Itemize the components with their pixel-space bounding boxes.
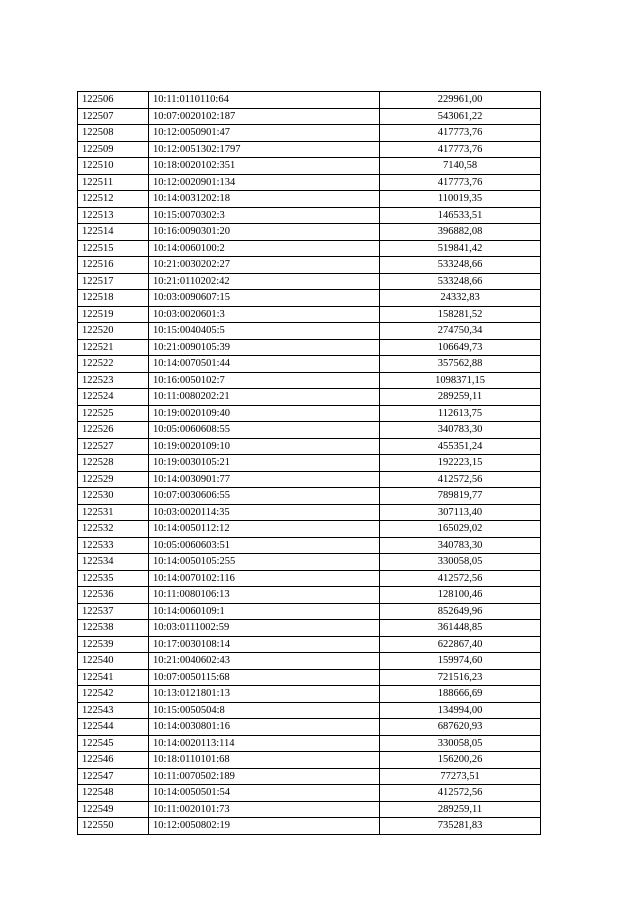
- row-id-cell: 122547: [78, 768, 149, 785]
- cadastral-value-cell: 128100,46: [380, 587, 541, 604]
- cadastral-value-cell: 158281,52: [380, 306, 541, 323]
- cadastral-number-cell: 10:14:0060100:2: [149, 240, 380, 257]
- cadastral-value-cell: 519841,42: [380, 240, 541, 257]
- table-row: [78, 488, 541, 505]
- cadastral-value-cell: 134994,00: [380, 702, 541, 719]
- cadastral-value-cell: 543061,22: [380, 108, 541, 125]
- cadastral-value-cell: 24332,83: [380, 290, 541, 307]
- cadastral-number-cell: 10:11:0070502:189: [149, 768, 380, 785]
- table-row: [78, 405, 541, 422]
- row-id-cell: 122510: [78, 158, 149, 175]
- table-row: [78, 719, 541, 736]
- table-row: [78, 636, 541, 653]
- table-row: [78, 438, 541, 455]
- cadastral-value-cell: 330058,05: [380, 554, 541, 571]
- cadastral-value-cell: 340783,30: [380, 422, 541, 439]
- row-id-cell: 122517: [78, 273, 149, 290]
- cadastral-value-cell: 357562,88: [380, 356, 541, 373]
- table-row: [78, 108, 541, 125]
- cadastral-value-cell: 156200,26: [380, 752, 541, 769]
- cadastral-number-cell: 10:12:0050901:47: [149, 125, 380, 142]
- cadastral-value-cell: 7140,58: [380, 158, 541, 175]
- row-id-cell: 122514: [78, 224, 149, 241]
- cadastral-number-cell: 10:14:0020113:114: [149, 735, 380, 752]
- row-id-cell: 122527: [78, 438, 149, 455]
- cadastral-number-cell: 10:15:0070302:3: [149, 207, 380, 224]
- cadastral-value-cell: 110019,35: [380, 191, 541, 208]
- cadastral-number-cell: 10:15:0040405:5: [149, 323, 380, 340]
- cadastral-number-cell: 10:14:0030801:16: [149, 719, 380, 736]
- row-id-cell: 122522: [78, 356, 149, 373]
- row-id-cell: 122530: [78, 488, 149, 505]
- cadastral-number-cell: 10:11:0020101:73: [149, 801, 380, 818]
- row-id-cell: 122507: [78, 108, 149, 125]
- cadastral-number-cell: 10:16:0090301:20: [149, 224, 380, 241]
- cadastral-number-cell: 10:11:0080106:13: [149, 587, 380, 604]
- cadastral-number-cell: 10:12:0051302:1797: [149, 141, 380, 158]
- table-row: [78, 290, 541, 307]
- table-row: [78, 323, 541, 340]
- cadastral-number-cell: 10:14:0030901:77: [149, 471, 380, 488]
- cadastral-number-cell: 10:03:0020114:35: [149, 504, 380, 521]
- row-id-cell: 122534: [78, 554, 149, 571]
- cadastral-value-cell: 159974,60: [380, 653, 541, 670]
- row-id-cell: 122537: [78, 603, 149, 620]
- row-id-cell: 122548: [78, 785, 149, 802]
- cadastral-number-cell: 10:14:0031202:18: [149, 191, 380, 208]
- table-row: [78, 207, 541, 224]
- cadastral-number-cell: 10:19:0020109:40: [149, 405, 380, 422]
- cadastral-value-cell: 330058,05: [380, 735, 541, 752]
- table-row: [78, 537, 541, 554]
- cadastral-value-cell: 289259,11: [380, 389, 541, 406]
- cadastral-value-cell: 417773,76: [380, 125, 541, 142]
- table-row: [78, 339, 541, 356]
- cadastral-number-cell: 10:13:0121801:13: [149, 686, 380, 703]
- cadastral-value-cell: 455351,24: [380, 438, 541, 455]
- cadastral-number-cell: 10:17:0030108:14: [149, 636, 380, 653]
- row-id-cell: 122539: [78, 636, 149, 653]
- row-id-cell: 122544: [78, 719, 149, 736]
- row-id-cell: 122524: [78, 389, 149, 406]
- table-row: [78, 504, 541, 521]
- table-body: [78, 92, 541, 835]
- row-id-cell: 122509: [78, 141, 149, 158]
- cadastral-number-cell: 10:14:0070501:44: [149, 356, 380, 373]
- cadastral-number-cell: 10:03:0090607:15: [149, 290, 380, 307]
- cadastral-number-cell: 10:03:0111002:59: [149, 620, 380, 637]
- table-row: [78, 174, 541, 191]
- cadastral-number-cell: 10:12:0020901:134: [149, 174, 380, 191]
- cadastral-number-cell: 10:21:0110202:42: [149, 273, 380, 290]
- cadastral-number-cell: 10:12:0050802:19: [149, 818, 380, 835]
- row-id-cell: 122521: [78, 339, 149, 356]
- cadastral-value-cell: 192223,15: [380, 455, 541, 472]
- row-id-cell: 122549: [78, 801, 149, 818]
- cadastral-number-cell: 10:03:0020601:3: [149, 306, 380, 323]
- table-row: [78, 306, 541, 323]
- row-id-cell: 122515: [78, 240, 149, 257]
- row-id-cell: 122528: [78, 455, 149, 472]
- cadastral-value-cell: 412572,56: [380, 570, 541, 587]
- table-row: [78, 356, 541, 373]
- cadastral-value-cell: 340783,30: [380, 537, 541, 554]
- table-row: [78, 686, 541, 703]
- cadastral-value-cell: 533248,66: [380, 273, 541, 290]
- cadastral-number-cell: 10:14:0050105:255: [149, 554, 380, 571]
- cadastral-number-cell: 10:18:0110101:68: [149, 752, 380, 769]
- table-row: [78, 191, 541, 208]
- table-row: [78, 92, 541, 109]
- table-row: [78, 240, 541, 257]
- row-id-cell: 122516: [78, 257, 149, 274]
- row-id-cell: 122526: [78, 422, 149, 439]
- table-row: [78, 224, 541, 241]
- row-id-cell: 122538: [78, 620, 149, 637]
- table-row: [78, 653, 541, 670]
- cadastral-value-cell: 622867,40: [380, 636, 541, 653]
- cadastral-number-cell: 10:19:0020109:10: [149, 438, 380, 455]
- cadastral-value-cell: 396882,08: [380, 224, 541, 241]
- cadastral-number-cell: 10:11:0080202:21: [149, 389, 380, 406]
- cadastral-number-cell: 10:07:0030606:55: [149, 488, 380, 505]
- cadastral-value-cell: 417773,76: [380, 141, 541, 158]
- cadastral-number-cell: 10:05:0060608:55: [149, 422, 380, 439]
- cadastral-value-cell: 533248,66: [380, 257, 541, 274]
- table-row: [78, 521, 541, 538]
- cadastral-number-cell: 10:05:0060603:51: [149, 537, 380, 554]
- cadastral-value-cell: 412572,56: [380, 471, 541, 488]
- cadastral-number-cell: 10:14:0070102:116: [149, 570, 380, 587]
- row-id-cell: 122546: [78, 752, 149, 769]
- row-id-cell: 122525: [78, 405, 149, 422]
- table-row: [78, 273, 541, 290]
- cadastral-value-cell: 165029,02: [380, 521, 541, 538]
- cadastral-value-cell: 789819,77: [380, 488, 541, 505]
- cadastral-value-cell: 307113,40: [380, 504, 541, 521]
- table-row: [78, 801, 541, 818]
- table-row: [78, 257, 541, 274]
- row-id-cell: 122542: [78, 686, 149, 703]
- row-id-cell: 122518: [78, 290, 149, 307]
- cadastral-number-cell: 10:21:0040602:43: [149, 653, 380, 670]
- cadastral-value-cell: 229961,00: [380, 92, 541, 109]
- cadastral-value-cell: 687620,93: [380, 719, 541, 736]
- row-id-cell: 122523: [78, 372, 149, 389]
- cadastral-value-cell: 112613,75: [380, 405, 541, 422]
- table-row: [78, 570, 541, 587]
- cadastral-value-table: [77, 91, 541, 835]
- row-id-cell: 122532: [78, 521, 149, 538]
- table-row: [78, 818, 541, 835]
- cadastral-number-cell: 10:11:0110110:64: [149, 92, 380, 109]
- table-row: [78, 158, 541, 175]
- table-row: [78, 735, 541, 752]
- table-row: [78, 455, 541, 472]
- cadastral-value-cell: 274750,34: [380, 323, 541, 340]
- cadastral-value-cell: 1098371,15: [380, 372, 541, 389]
- row-id-cell: 122545: [78, 735, 149, 752]
- cadastral-number-cell: 10:16:0050102:7: [149, 372, 380, 389]
- cadastral-value-cell: 412572,56: [380, 785, 541, 802]
- cadastral-number-cell: 10:14:0050112:12: [149, 521, 380, 538]
- table-row: [78, 389, 541, 406]
- table-row: [78, 768, 541, 785]
- cadastral-number-cell: 10:19:0030105:21: [149, 455, 380, 472]
- cadastral-number-cell: 10:18:0020102:351: [149, 158, 380, 175]
- cadastral-value-cell: 289259,11: [380, 801, 541, 818]
- cadastral-number-cell: 10:14:0060109:1: [149, 603, 380, 620]
- cadastral-value-cell: 735281,83: [380, 818, 541, 835]
- table-row: [78, 785, 541, 802]
- row-id-cell: 122519: [78, 306, 149, 323]
- row-id-cell: 122529: [78, 471, 149, 488]
- row-id-cell: 122506: [78, 92, 149, 109]
- row-id-cell: 122531: [78, 504, 149, 521]
- row-id-cell: 122511: [78, 174, 149, 191]
- row-id-cell: 122513: [78, 207, 149, 224]
- cadastral-value-cell: 417773,76: [380, 174, 541, 191]
- cadastral-value-cell: 106649,73: [380, 339, 541, 356]
- table-row: [78, 125, 541, 142]
- table-row: [78, 752, 541, 769]
- row-id-cell: 122540: [78, 653, 149, 670]
- table-row: [78, 471, 541, 488]
- table-row: [78, 702, 541, 719]
- table-row: [78, 603, 541, 620]
- row-id-cell: 122543: [78, 702, 149, 719]
- table-row: [78, 422, 541, 439]
- cadastral-value-cell: 146533,51: [380, 207, 541, 224]
- row-id-cell: 122520: [78, 323, 149, 340]
- cadastral-number-cell: 10:07:0020102:187: [149, 108, 380, 125]
- cadastral-number-cell: 10:14:0050501:54: [149, 785, 380, 802]
- cadastral-number-cell: 10:21:0090105:39: [149, 339, 380, 356]
- row-id-cell: 122535: [78, 570, 149, 587]
- cadastral-number-cell: 10:15:0050504:8: [149, 702, 380, 719]
- row-id-cell: 122536: [78, 587, 149, 604]
- table-row: [78, 554, 541, 571]
- row-id-cell: 122512: [78, 191, 149, 208]
- table-row: [78, 620, 541, 637]
- row-id-cell: 122541: [78, 669, 149, 686]
- row-id-cell: 122533: [78, 537, 149, 554]
- row-id-cell: 122508: [78, 125, 149, 142]
- table-row: [78, 669, 541, 686]
- cadastral-value-cell: 77273,51: [380, 768, 541, 785]
- cadastral-value-cell: 361448,85: [380, 620, 541, 637]
- cadastral-value-cell: 721516,23: [380, 669, 541, 686]
- cadastral-number-cell: 10:07:0050115:68: [149, 669, 380, 686]
- table-row: [78, 587, 541, 604]
- cadastral-value-cell: 852649,96: [380, 603, 541, 620]
- row-id-cell: 122550: [78, 818, 149, 835]
- table-row: [78, 372, 541, 389]
- table-row: [78, 141, 541, 158]
- cadastral-number-cell: 10:21:0030202:27: [149, 257, 380, 274]
- cadastral-value-cell: 188666,69: [380, 686, 541, 703]
